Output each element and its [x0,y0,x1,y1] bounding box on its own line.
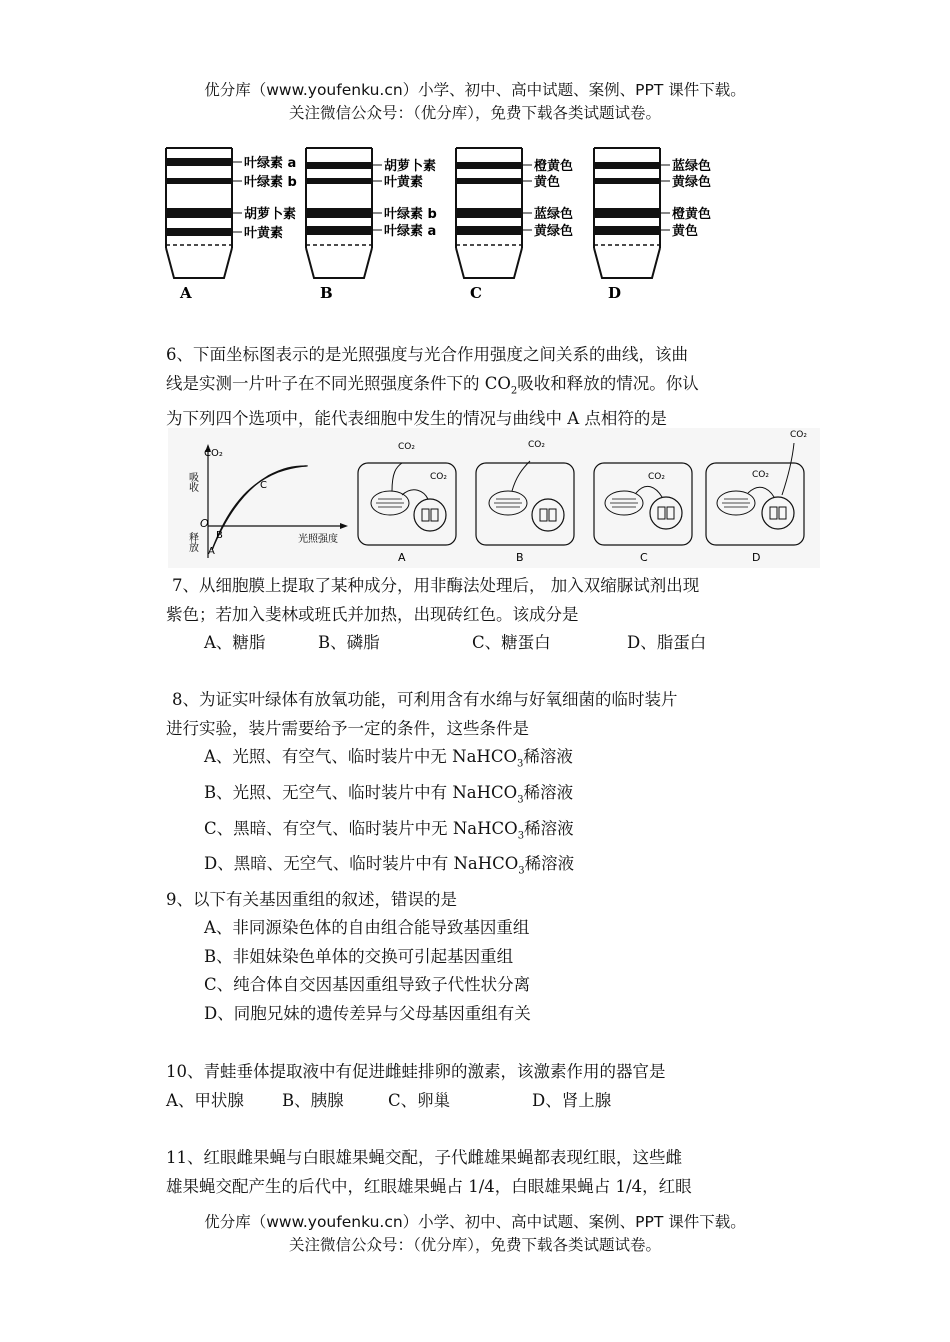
release-label: 释放 [186,532,198,552]
q8-option-a: A、光照、有空气、临时装片中无 NaHCO$_3$稀溶液 [204,747,573,770]
co2-label: CO₂ [790,430,807,440]
co2-label: CO₂ [398,442,415,452]
q10-option-a: A、甲状腺 [166,1091,244,1110]
co2-label: CO₂ [528,440,545,450]
q10-option-d: D、肾上腺 [532,1091,612,1110]
origin-label: O [200,517,209,530]
co2-label: CO₂ [430,472,447,482]
q11-line-1: 11、红眼雌果蝇与白眼雄果蝇交配，子代雌雄果蝇都表现红眼，这些雌 [166,1148,682,1167]
q8-line-1: 8、为证实叶绿体有放氧功能，可利用含有水绵与好氧细菌的临时装片 [172,690,678,709]
band-label: 叶绿素 a [384,224,437,239]
header-line-2: 关注微信公众号：（优分库），免费下载各类试题试卷。 [288,104,661,122]
band-label: 叶绿素 b [384,207,437,222]
chromatography-panel-b [306,148,437,302]
cell-letter: D [752,551,761,564]
chromatography-panel-a [166,148,297,302]
band-label: 叶黄素 [244,226,284,241]
q6-line-3: 为下列四个选项中，能代表细胞中发生的情况与曲线中 A 点相符的是 [166,409,667,429]
band [166,178,232,184]
q9-options [204,914,531,1028]
q10-option-c: C、卵巢 [388,1091,451,1110]
q6-line-2-a: 线是实测一片叶子在不同光照强度条件下的 CO [166,373,511,393]
cell-letter: B [516,551,524,564]
band [166,208,232,218]
question-7 [166,572,812,629]
co2-label: CO₂ [648,472,665,482]
chromatography-figure [160,140,720,310]
q7-option-a: A、糖脂 [204,633,266,652]
x-axis-label: 光照强度 [298,534,338,545]
band-label: 胡萝卜素 [244,207,297,222]
footer-line-2: 关注微信公众号：（优分库），免费下载各类试题试卷。 [288,1236,661,1254]
cell-letter: C [640,551,648,564]
band-label: 蓝绿色 [534,207,574,222]
q8-option-c: C、黑暗、有空气、临时装片中无 NaHCO$_3$稀溶液 [204,818,574,841]
q8-option-d: D、黑暗、无空气、临时装片中有 NaHCO$_3$稀溶液 [204,854,575,877]
q6-line-1: 6、下面坐标图表示的是光照强度与光合作用强度之间关系的曲线，该曲 [166,345,688,364]
chromatography-panel-d [594,148,711,302]
panel-letter: A [180,284,192,302]
point-a-label: A [208,546,215,557]
chromatography-panel-c [456,148,573,302]
band-label: 叶黄素 [384,175,424,190]
panel-letter: D [608,284,622,302]
q9-option-d: D、同胞兄妹的遗传差异与父母基因重组有关 [204,1003,531,1023]
q7-option-b: B、磷脂 [318,633,380,652]
co2-label: CO₂ [752,470,769,480]
band [166,228,232,236]
band-label: 蓝绿色 [672,159,712,174]
q6-line-2-b: 吸收和释放的情况。你认 [517,373,699,393]
point-c-label: C [260,480,267,491]
q10-stem: 10、青蛙垂体提取液中有促进雌蛙排卵的激素，该激素作用的器官是 [166,1062,666,1081]
q9-stem: 9、以下有关基因重组的叙述，错误的是 [166,890,457,909]
question-6 [166,341,806,434]
q6-figure [168,428,820,568]
q11-line-2: 雄果蝇交配产生的后代中，红眼雄果蝇占 1/4，白眼雄果蝇占 1/4，红眼 [166,1176,692,1196]
panel-letter: C [470,284,482,302]
q8-option-b: B、光照、无空气、临时装片中有 NaHCO$_3$稀溶液 [204,782,574,806]
band-label: 叶绿素 a [244,156,297,171]
q10-option-b: B、胰腺 [282,1091,344,1110]
question-8 [166,686,812,743]
band-label: 黄绿色 [672,175,712,190]
q9-option-a: A、非同源染色体的自由组合能导致基因重组 [204,918,530,937]
co2-label: CO₂ [204,448,223,459]
q8-options [204,743,574,886]
q7-option-c: C、糖蛋白 [472,633,551,652]
q8-line-2: 进行实验，装片需要给予一定的条件，这些条件是 [166,718,529,738]
absorb-label: 吸收 [186,472,198,492]
band [166,158,232,166]
q9-option-b: B、非姐妹染色单体的交换可引起基因重组 [204,946,514,966]
band-label: 叶绿素 b [244,175,297,190]
band-label: 橙黄色 [534,159,574,174]
point-b-label: B [216,530,223,541]
q7-option-d: D、脂蛋白 [627,633,707,652]
co2-subscript: 2 [510,384,518,396]
question-11 [166,1144,806,1201]
band-label: 黄色 [534,175,561,190]
cell-letter: A [398,551,406,564]
panel-letter: B [320,284,333,302]
band-label: 黄绿色 [534,224,574,239]
q9-option-c: C、纯合体自交因基因重组导致子代性状分离 [204,975,531,994]
band-label: 橙黄色 [672,207,712,222]
band-label: 胡萝卜素 [384,159,437,174]
footer-line-1: 优分库（www.youfenku.cn）小学、初中、高中试题、案例、PPT 课件下载。 [204,1213,746,1231]
band-label: 黄色 [672,224,699,239]
header-line-1: 优分库（www.youfenku.cn）小学、初中、高中试题、案例、PPT 课件下载。 [204,81,746,99]
q7-line-1: 7、从细胞膜上提取了某种成分，用非酶法处理后， 加入双缩脲试剂出现 [172,576,700,595]
q7-line-2: 紫色；若加入斐林或班氏并加热，出现砖红色。该成分是 [166,604,579,624]
q6-line-2 [166,370,806,406]
